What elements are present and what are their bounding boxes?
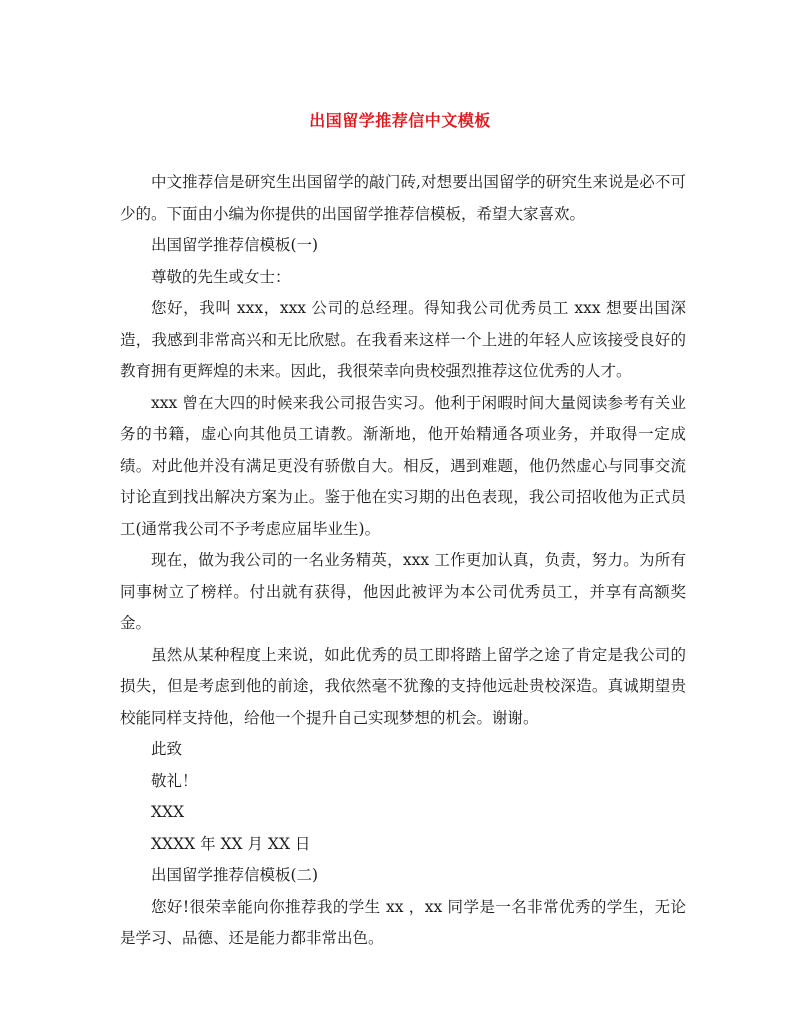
document-body — [120, 167, 686, 955]
paragraph-body: 您好，我叫 xxx，xxx 公司的总经理。得知我公司优秀员工 xxx 想要出国深造，我感到非常高兴和无比欣慰。在我看来这样一个上进的年轻人应该接受良好的教育拥有更辉煌的未来。因此，我很荣幸向贵校强烈推荐这位优秀的人才。 — [120, 299, 686, 380]
paragraph-intro: 中文推荐信是研究生出国留学的敲门砖,对想要出国留学的研究生来说是必不可少的。下面由小编为你提供的出国留学推荐信模板，希望大家喜欢。 — [120, 173, 686, 223]
paragraph-body: xxx 曾在大四的时候来我公司报告实习。他利于闲暇时间大量阅读参考有关业务的书籍，虚心向其他员工请教。渐渐地，他开始精通各项业务，并取得一定成绩。对此他并没有满足更没有骄傲自大。相反，遇到难题，他仍然虚心与同事交流讨论直到找出解决方案为止。鉴于他在实习期的出色表现，我公司招收他为正式员工(通常我公司不予考虑应届毕业生)。 — [120, 393, 686, 538]
paragraph-body: 您好!很荣幸能向你推荐我的学生 xx ，xx 同学是一名非常优秀的学生，无论是学习、品德、还是能力都非常出色。 — [120, 897, 686, 947]
salutation: 尊敬的先生或女士： — [151, 267, 291, 286]
signature-date: XXXX 年 XX 月 XX 日 — [151, 834, 311, 853]
section-heading-template-2: 出国留学推荐信模板(二) — [151, 866, 319, 884]
section-heading-template-1: 出国留学推荐信模板(一) — [151, 236, 319, 254]
paragraph-body: 现在，做为我公司的一名业务精英，xxx 工作更加认真，负责，努力。为所有同事树立了榜样。付出就有获得，他因此被评为本公司优秀员工，并享有高额奖金。 — [120, 551, 686, 632]
signature-name: XXX — [151, 803, 185, 821]
closing-regards: 敬礼！ — [151, 771, 198, 790]
document-title: 出国留学推荐信中文模板 — [309, 111, 491, 130]
paragraph-body: 虽然从某种程度上来说，如此优秀的员工即将踏上留学之途了肯定是我公司的损失，但是考虑到他的前途，我依然毫不犹豫的支持他远赴贵校深造。真诚期望贵校能同样支持他，给他一个提升自己实现梦想的机会。谢谢。 — [120, 645, 686, 727]
closing-line: 此致 — [151, 740, 183, 758]
